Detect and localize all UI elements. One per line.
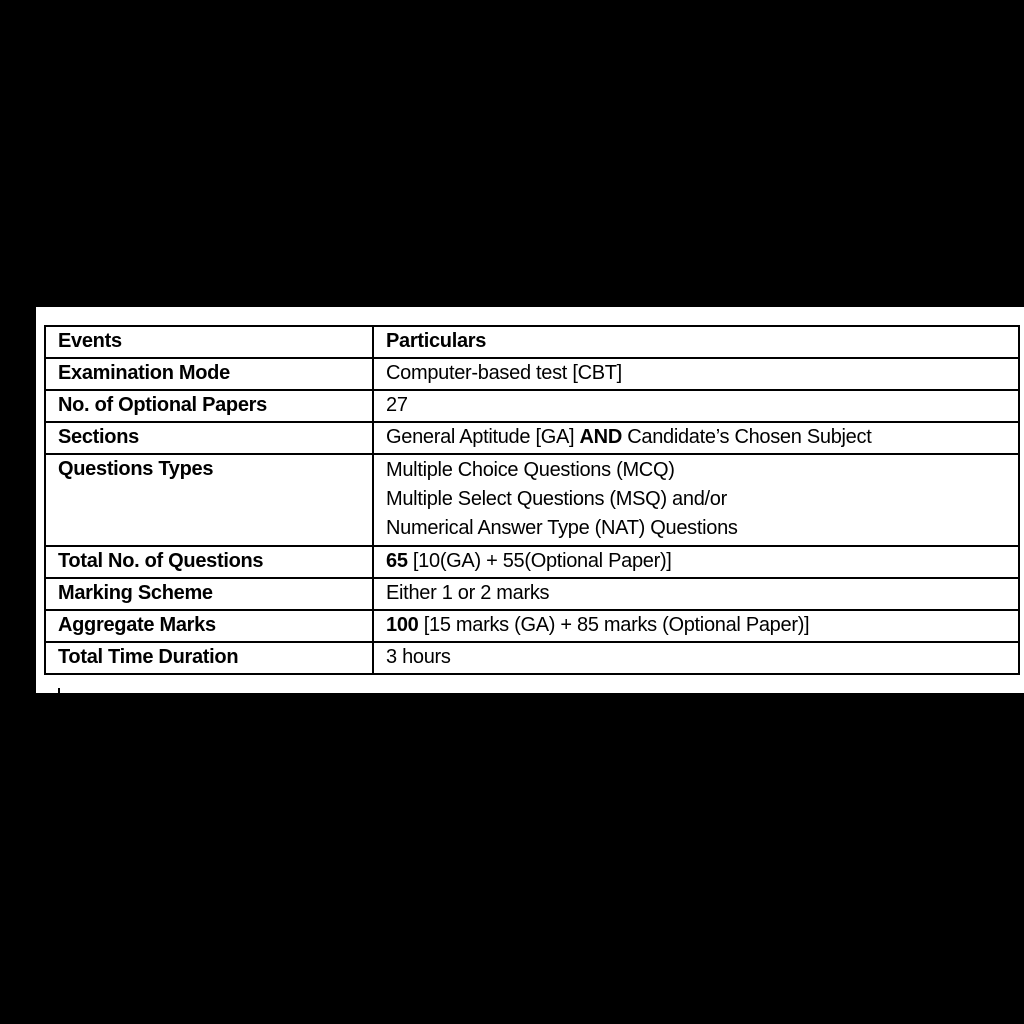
detail-cell: 3 hours [373, 642, 1019, 674]
detail-cell [373, 610, 1019, 642]
table-header-row [45, 326, 1019, 358]
exam-pattern-table [44, 325, 1020, 675]
text-cursor [58, 688, 60, 694]
event-cell: Total No. of Questions [45, 546, 373, 578]
header-events: Events [45, 326, 373, 358]
table-row [45, 390, 1019, 422]
table-row [45, 546, 1019, 578]
question-type-line: Numerical Answer Type (NAT) Questions [386, 517, 738, 539]
detail-bold-text: 100 [386, 614, 419, 636]
detail-cell [373, 422, 1019, 454]
detail-text: [15 marks (GA) + 85 marks (Optional Paper)] [418, 614, 810, 636]
event-cell: No. of Optional Papers [45, 390, 373, 422]
event-cell: Marking Scheme [45, 578, 373, 610]
header-particulars: Particulars [373, 326, 1019, 358]
event-cell: Examination Mode [45, 358, 373, 390]
event-cell: Total Time Duration [45, 642, 373, 674]
detail-cell: Either 1 or 2 marks [373, 578, 1019, 610]
table-row [45, 358, 1019, 390]
detail-cell [373, 454, 1019, 546]
event-cell: Sections [45, 422, 373, 454]
question-type-line: Multiple Select Questions (MSQ) and/or [386, 488, 727, 510]
event-cell: Questions Types [45, 454, 373, 546]
question-type-line: Multiple Choice Questions (MCQ) [386, 459, 675, 481]
detail-cell: Computer-based test [CBT] [373, 358, 1019, 390]
event-cell: Aggregate Marks [45, 610, 373, 642]
table-row [45, 454, 1019, 546]
table-row [45, 422, 1019, 454]
table-row [45, 642, 1019, 674]
document-page [36, 307, 1024, 693]
detail-text: General Aptitude [GA] [386, 426, 580, 448]
table-row [45, 578, 1019, 610]
detail-cell [373, 546, 1019, 578]
detail-bold-text: AND [579, 426, 622, 448]
detail-bold-text: 65 [386, 550, 408, 572]
detail-text: [10(GA) + 55(Optional Paper)] [407, 550, 672, 572]
detail-text: Candidate’s Chosen Subject [621, 426, 872, 448]
table-row [45, 610, 1019, 642]
detail-cell: 27 [373, 390, 1019, 422]
